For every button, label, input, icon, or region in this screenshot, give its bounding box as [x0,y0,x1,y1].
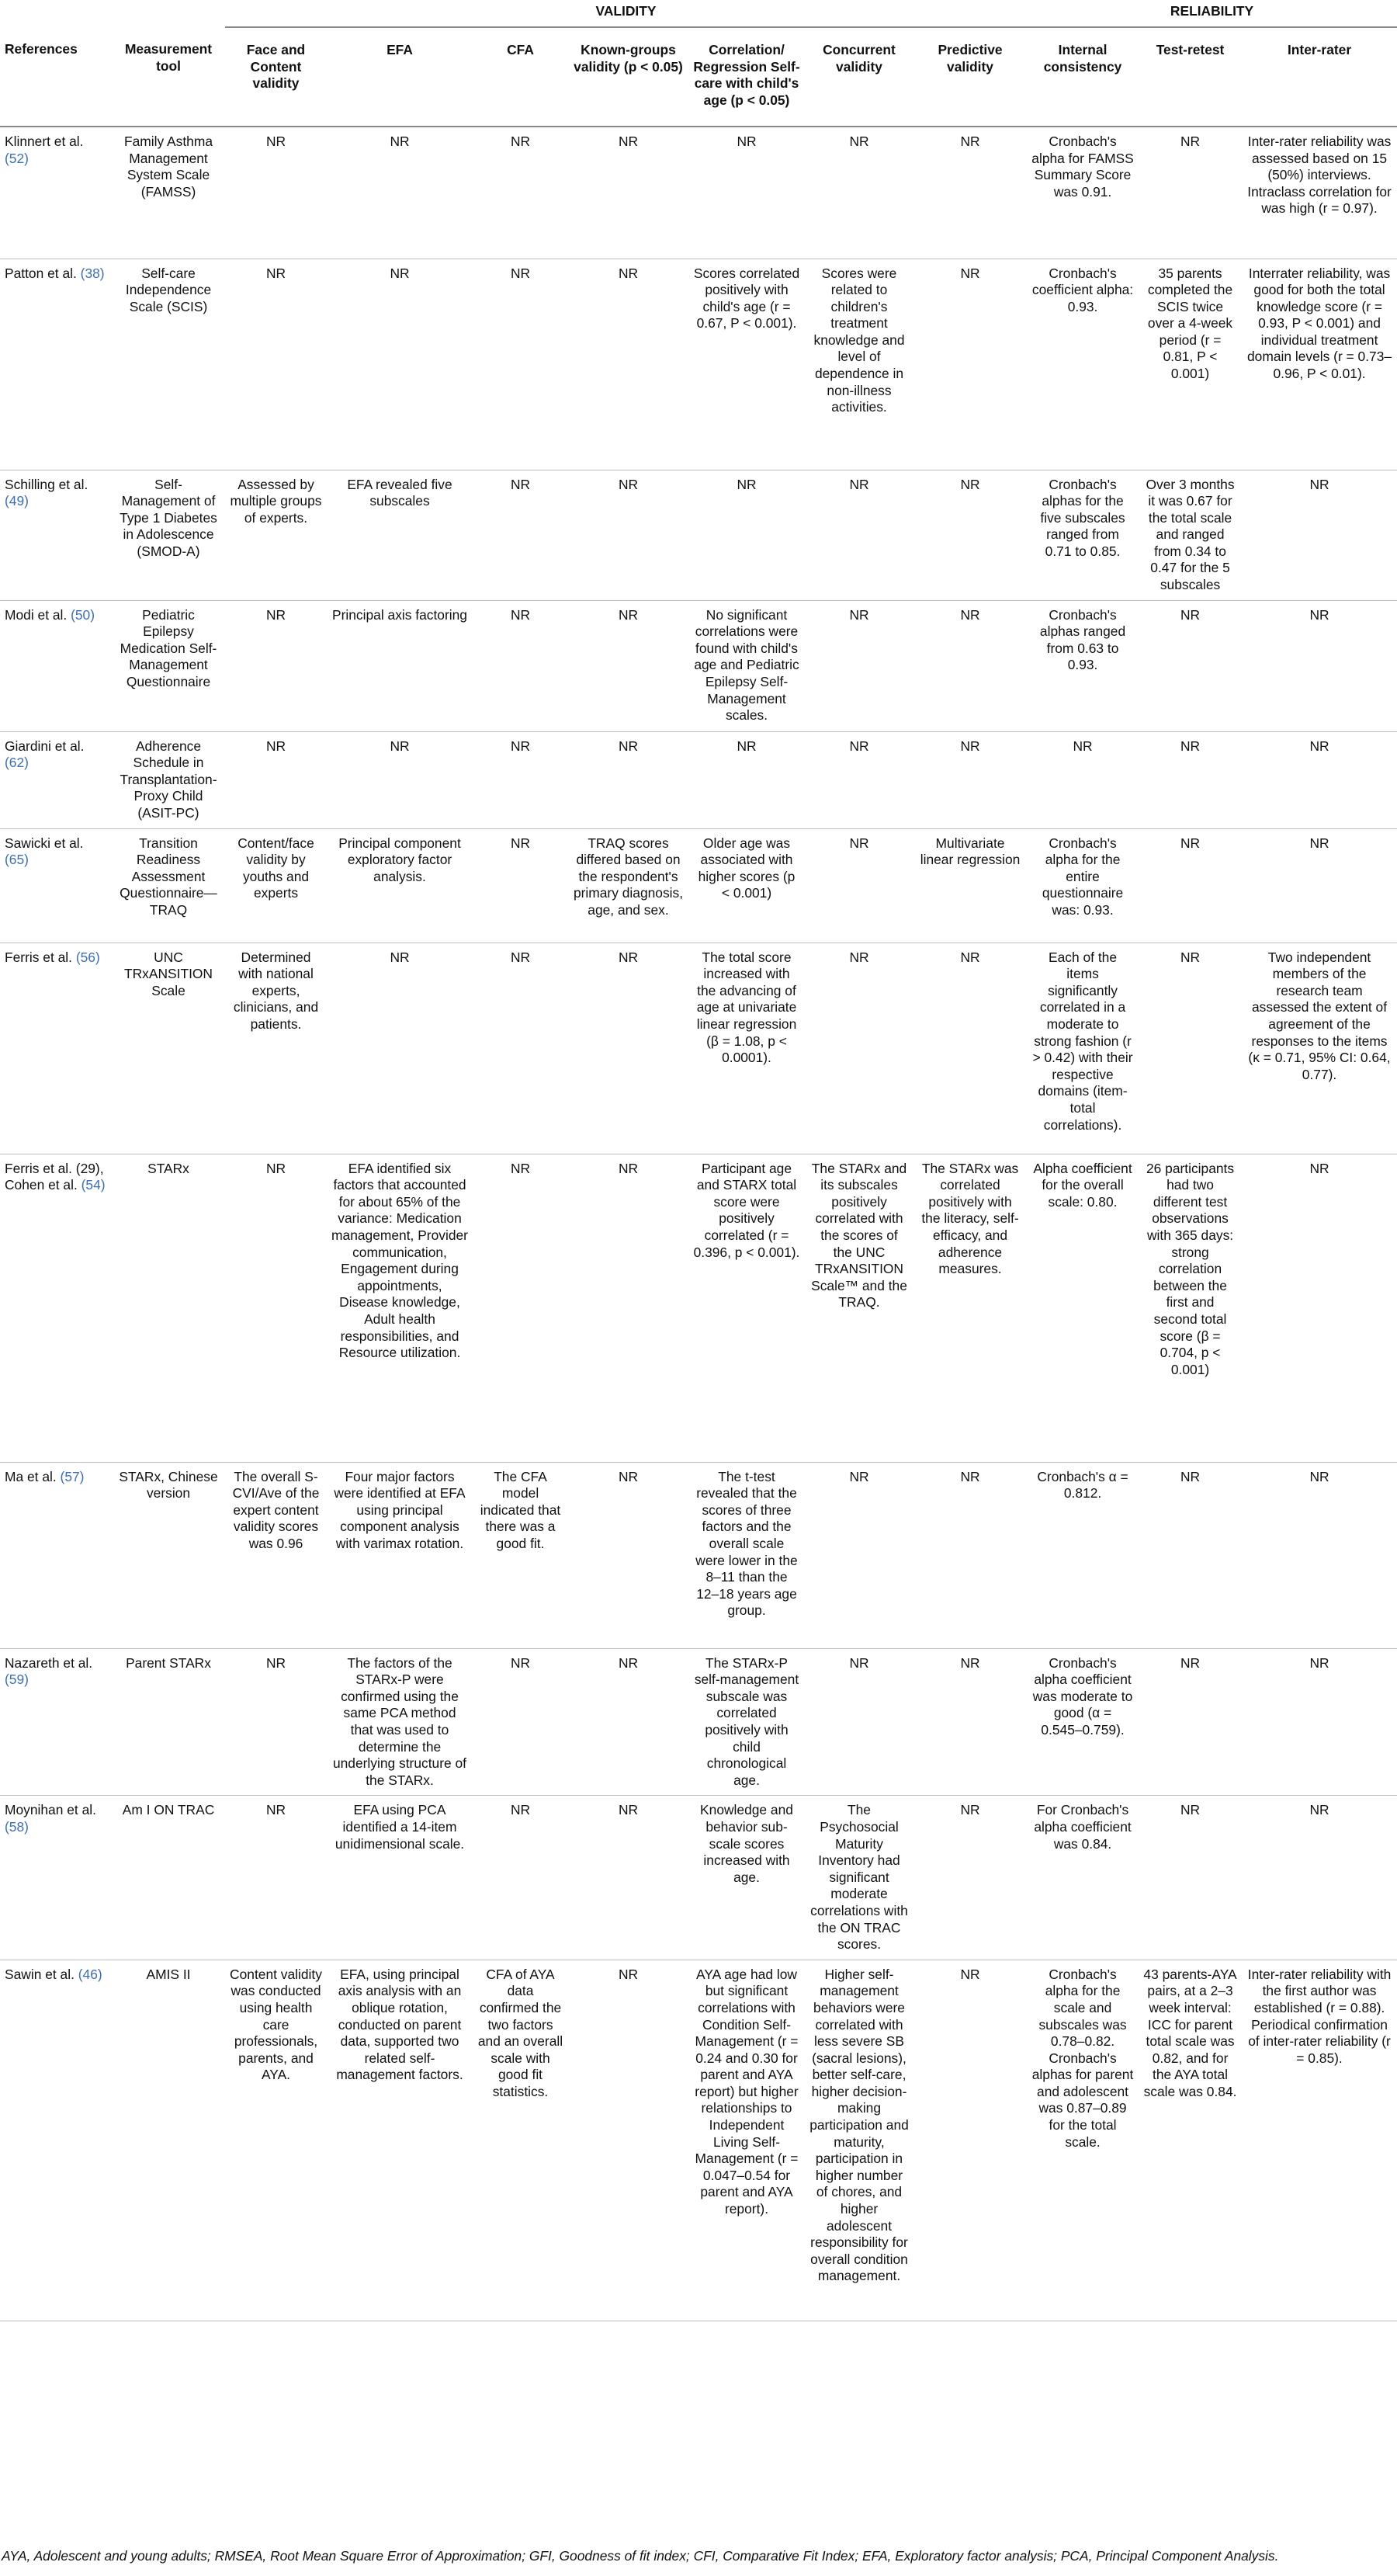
table-row [0,1960,1397,2321]
cell-test-retest: NR [1139,1462,1242,1648]
table-row [0,828,1397,943]
citation-link[interactable]: (38) [80,265,105,281]
cell-face-content-validity: Content/face validity by youths and experts [225,828,327,943]
citation-link[interactable]: (46) [78,1966,102,1982]
cell-test-retest: NR [1139,127,1242,259]
cell-reference [0,1796,112,1960]
cell-internal-consistency: For Cronbach's alpha coefficient was 0.84. [1027,1796,1139,1960]
col-header-correlation-age: Correlation/ Regression Self-care with child's age (p < 0.05) [688,27,805,127]
col-header-inter-rater: Inter-rater [1242,27,1397,127]
cell-reference [0,1154,112,1462]
cell-reference [0,600,112,731]
cell-face-content-validity: NR [225,1796,327,1960]
cell-efa: NR [327,943,473,1154]
col-header-references: References [0,27,112,127]
table-row [0,470,1397,600]
cell-reference [0,828,112,943]
cell-predictive-validity: NR [913,259,1027,470]
col-header-measurement-tool: Measurement tool [112,27,225,127]
cell-efa: Four major factors were identified at EFA using principal component analysis with varimax rotation. [327,1462,473,1648]
cell-internal-consistency: Cronbach's coefficient alpha: 0.93. [1027,259,1139,470]
cell-cfa: NR [473,600,568,731]
cell-correlation-age: Participant age and STARX total score were positively correlated (r = 0.396, p < 0.001). [688,1154,805,1462]
reference-text: Moynihan et al. [5,1802,96,1818]
col-header-cfa: CFA [473,27,568,127]
citation-link[interactable]: (50) [71,606,95,623]
cell-test-retest: NR [1139,828,1242,943]
column-header-row [0,27,1397,127]
cell-measurement-tool: Family Asthma Management System Scale (FAMSS) [112,127,225,259]
cell-correlation-age: No significant correlations were found with child's age and Pediatric Epilepsy Self-Management scales. [688,600,805,731]
cell-known-groups: NR [568,731,688,828]
citation-link[interactable]: (52) [5,150,29,166]
reference-text: Nazareth et al. [5,1654,93,1671]
cell-internal-consistency: NR [1027,731,1139,828]
reference-text: Sawin et al. [5,1966,75,1982]
col-header-predictive-validity: Predictive validity [913,27,1027,127]
cell-inter-rater: Two independent members of the research team assessed the extent of agreement of the responses to the items (κ = 0.71, 95% CI: 0.64, 0.77). [1242,943,1397,1154]
cell-internal-consistency: Each of the items significantly correlated in a moderate to strong fashion (r > 0.42) with their respective domains (item-total correlations). [1027,943,1139,1154]
cell-face-content-validity: Determined with national experts, clinicians, and patients. [225,943,327,1154]
cell-face-content-validity: The overall S-CVI/Ave of the expert content validity scores was 0.96 [225,1462,327,1648]
cell-cfa: NR [473,731,568,828]
cell-cfa: NR [473,127,568,259]
cell-reference [0,470,112,600]
cell-reference [0,259,112,470]
cell-cfa: NR [473,1648,568,1796]
cell-correlation-age: Knowledge and behavior sub-scale scores increased with age. [688,1796,805,1960]
cell-internal-consistency: Cronbach's α = 0.812. [1027,1462,1139,1648]
reference-text: Klinnert et al. [5,134,84,149]
cell-measurement-tool: Adherence Schedule in Transplantation-Proxy Child (ASIT-PC) [112,731,225,828]
table-row [0,1462,1397,1648]
cell-correlation-age: NR [688,731,805,828]
cell-known-groups: NR [568,1154,688,1462]
group-header-row [0,0,1397,27]
cell-measurement-tool: Transition Readiness Assessment Questionnaire—TRAQ [112,828,225,943]
cell-inter-rater: NR [1242,1154,1397,1462]
cell-concurrent-validity: The Psychosocial Maturity Inventory had significant moderate correlations with the ON TRAC scores. [805,1796,913,1960]
reference-text: Ma et al. [5,1468,57,1484]
cell-measurement-tool: STARx [112,1154,225,1462]
cell-efa: EFA using PCA identified a 14-item unidimensional scale. [327,1796,473,1960]
validity-group-header: VALIDITY [225,0,1027,27]
citation-link[interactable]: (56) [75,949,100,965]
cell-predictive-validity: Multivariate linear regression [913,828,1027,943]
cell-measurement-tool: Self-care Independence Scale (SCIS) [112,259,225,470]
cell-test-retest: NR [1139,1648,1242,1796]
cell-predictive-validity: NR [913,600,1027,731]
cell-face-content-validity: Assessed by multiple groups of experts. [225,470,327,600]
cell-test-retest: NR [1139,943,1242,1154]
cell-test-retest: 35 parents completed the SCIS twice over a 4-week period (r = 0.81, P < 0.001) [1139,259,1242,470]
cell-face-content-validity: Content validity was conducted using health care professionals, parents, and AYA. [225,1960,327,2321]
cell-test-retest: Over 3 months it was 0.67 for the total scale and ranged from 0.34 to 0.47 for the 5 subscales [1139,470,1242,600]
cell-face-content-validity: NR [225,259,327,470]
cell-face-content-validity: NR [225,600,327,731]
reference-text: Sawicki et al. [5,835,84,851]
table-row [0,127,1397,259]
cell-inter-rater: Inter-rater reliability was assessed based on 15 (50%) interviews. Intraclass correlation for was high (r = 0.97). [1242,127,1397,259]
citation-link[interactable]: (65) [5,852,29,868]
cell-efa: NR [327,127,473,259]
cell-inter-rater: NR [1242,1462,1397,1648]
cell-measurement-tool: AMIS II [112,1960,225,2321]
cell-predictive-validity: NR [913,1960,1027,2321]
table-body [0,127,1397,2321]
cell-cfa: NR [473,1154,568,1462]
reference-text: Ferris et al. (29), Cohen et al. [5,1160,104,1193]
cell-concurrent-validity: NR [805,943,913,1154]
table-row [0,1796,1397,1960]
cell-known-groups: NR [568,127,688,259]
cell-known-groups: NR [568,1960,688,2321]
cell-internal-consistency: Alpha coefficient for the overall scale: 0.80. [1027,1154,1139,1462]
cell-known-groups: NR [568,600,688,731]
cell-measurement-tool: Am I ON TRAC [112,1796,225,1960]
table-footnote: AYA, Adolescent and young adults; RMSEA, Root Mean Square Error of Approximation; GFI, Goodness of fit index; CFI, Comparative Fit Index; EFA, Exploratory factor analysis; PCA, Principal Component Analysis. [2,2548,1279,2564]
cell-concurrent-validity: NR [805,1462,913,1648]
reliability-group-header: RELIABILITY [1027,0,1397,27]
cell-test-retest: NR [1139,600,1242,731]
cell-inter-rater: NR [1242,1796,1397,1960]
cell-face-content-validity: NR [225,1154,327,1462]
col-header-internal-consistency: Internal consistency [1027,27,1139,127]
cell-measurement-tool: Pediatric Epilepsy Medication Self-Management Questionnaire [112,600,225,731]
citation-link[interactable]: (57) [60,1468,85,1484]
cell-concurrent-validity: NR [805,1648,913,1796]
cell-internal-consistency: Cronbach's alphas for the five subscales ranged from 0.71 to 0.85. [1027,470,1139,600]
cell-concurrent-validity: NR [805,731,913,828]
reference-text: Patton et al. [5,265,77,281]
table-row [0,1154,1397,1462]
citation-link[interactable]: (49) [5,493,29,509]
cell-efa: NR [327,731,473,828]
cell-efa: Principal axis factoring [327,600,473,731]
cell-known-groups: TRAQ scores differed based on the respondent's primary diagnosis, age, and sex. [568,828,688,943]
cell-predictive-validity: NR [913,1462,1027,1648]
cell-test-retest: 43 parents-AYA pairs, at a 2–3 week interval: ICC for parent total scale was 0.82, and for the AYA total scale was 0.84. [1139,1960,1242,2321]
table-row [0,600,1397,731]
cell-internal-consistency: Cronbach's alpha for the scale and subscales was 0.78–0.82. Cronbach's alphas for parent and adolescent was 0.87–0.89 for the total scale. [1027,1960,1139,2321]
col-header-face-content-validity: Face and Content validity [225,27,327,127]
table-row [0,943,1397,1154]
cell-predictive-validity: NR [913,731,1027,828]
cell-correlation-age: NR [688,127,805,259]
cell-predictive-validity: NR [913,470,1027,600]
cell-efa: NR [327,259,473,470]
cell-concurrent-validity: NR [805,127,913,259]
reference-text: Giardini et al. [5,738,85,754]
cell-internal-consistency: Cronbach's alphas ranged from 0.63 to 0.93. [1027,600,1139,731]
cell-efa: Principal component exploratory factor analysis. [327,828,473,943]
cell-inter-rater: NR [1242,731,1397,828]
cell-efa: EFA, using principal axis analysis with an oblique rotation, conducted on parent data, supported two related self-management factors. [327,1960,473,2321]
col-header-test-retest: Test-retest [1139,27,1242,127]
cell-correlation-age: The t-test revealed that the scores of three factors and the overall scale were lower in the 8–11 than the 12–18 years age group. [688,1462,805,1648]
cell-efa: EFA revealed five subscales [327,470,473,600]
cell-known-groups: NR [568,1462,688,1648]
cell-internal-consistency: Cronbach's alpha for FAMSS Summary Score was 0.91. [1027,127,1139,259]
cell-correlation-age: AYA age had low but significant correlations with Condition Self-Management (r = 0.24 and 0.30 for parent and AYA report) but higher relationships to Independent Living Self-Management (r = 0.047–0.54 for parent and AYA report). [688,1960,805,2321]
reference-text: Modi et al. [5,606,68,623]
col-header-efa: EFA [327,27,473,127]
cell-measurement-tool: STARx, Chinese version [112,1462,225,1648]
cell-cfa: NR [473,943,568,1154]
cell-correlation-age: The STARx-P self-management subscale was correlated positively with child chronological age. [688,1648,805,1796]
cell-correlation-age: The total score increased with the advancing of age at univariate linear regression (β = 1.08, p < 0.0001). [688,943,805,1154]
table-row [0,1648,1397,1796]
cell-face-content-validity: NR [225,1648,327,1796]
cell-reference [0,127,112,259]
cell-predictive-validity: NR [913,1648,1027,1796]
cell-known-groups: NR [568,943,688,1154]
cell-face-content-validity: NR [225,127,327,259]
citation-link[interactable]: (58) [5,1818,29,1835]
cell-inter-rater: NR [1242,828,1397,943]
cell-cfa: NR [473,259,568,470]
cell-face-content-validity: NR [225,731,327,828]
cell-test-retest: NR [1139,731,1242,828]
table-row [0,259,1397,470]
cell-test-retest: NR [1139,1796,1242,1960]
cell-predictive-validity: The STARx was correlated positively with the literacy, self-efficacy, and adherence measures. [913,1154,1027,1462]
col-header-concurrent-validity: Concurrent validity [805,27,913,127]
cell-internal-consistency: Cronbach's alpha coefficient was moderate to good (α = 0.545–0.759). [1027,1648,1139,1796]
cell-predictive-validity: NR [913,943,1027,1154]
cell-measurement-tool: Parent STARx [112,1648,225,1796]
reference-text: Ferris et al. [5,949,72,965]
cell-reference [0,1960,112,2321]
cell-correlation-age: Older age was associated with higher scores (p < 0.001) [688,828,805,943]
cell-reference [0,1648,112,1796]
cell-inter-rater: NR [1242,470,1397,600]
cell-concurrent-validity: NR [805,828,913,943]
cell-concurrent-validity: Higher self-management behaviors were correlated with less severe SB (sacral lesions), better self-care, higher decision-making participation and maturity, participation in higher number of chores, and higher adolescent responsibility for overall condition management. [805,1960,913,2321]
cell-inter-rater: Inter-rater reliability with the first author was established (r = 0.88). Periodical confirmation of inter-rater reliability (r = 0.85). [1242,1960,1397,2321]
cell-internal-consistency: Cronbach's alpha for the entire questionnaire was: 0.93. [1027,828,1139,943]
reference-text: Schilling et al. [5,476,88,492]
cell-reference [0,731,112,828]
cell-correlation-age: NR [688,470,805,600]
cell-concurrent-validity: NR [805,470,913,600]
cell-cfa: NR [473,828,568,943]
cell-measurement-tool: Self-Management of Type 1 Diabetes in Adolescence (SMOD-A) [112,470,225,600]
cell-efa: The factors of the STARx-P were confirmed using the same PCA method that was used to determine the underlying structure of the STARx. [327,1648,473,1796]
cell-reference [0,1462,112,1648]
cell-concurrent-validity: The STARx and its subscales positively correlated with the scores of the UNC TRxANSITION Scale™ and the TRAQ. [805,1154,913,1462]
cell-test-retest: 26 participants had two different test observations with 365 days: strong correlation between the first and second total score (β = 0.704, p < 0.001) [1139,1154,1242,1462]
cell-inter-rater: Interrater reliability, was good for both the total knowledge score (r = 0.93, P < 0.001) and individual treatment domain levels (r = 0.73–0.96, P < 0.01). [1242,259,1397,470]
cell-inter-rater: NR [1242,600,1397,731]
cell-efa: EFA identified six factors that accounted for about 65% of the variance: Medication management, Provider communication, Engagement during appointments, Disease knowledge, Adult health responsibilities, and Resource utilization. [327,1154,473,1462]
cell-concurrent-validity: Scores were related to children's treatment knowledge and level of dependence in non-illness activities. [805,259,913,470]
cell-correlation-age: Scores correlated positively with child's age (r = 0.67, P < 0.001). [688,259,805,470]
cell-predictive-validity: NR [913,127,1027,259]
citation-link[interactable]: (59) [5,1672,29,1688]
cell-cfa: The CFA model indicated that there was a good fit. [473,1462,568,1648]
citation-link[interactable]: (62) [5,755,29,771]
cell-known-groups: NR [568,470,688,600]
cell-cfa: NR [473,1796,568,1960]
cell-measurement-tool: UNC TRxANSITION Scale [112,943,225,1154]
cell-inter-rater: NR [1242,1648,1397,1796]
cell-known-groups: NR [568,1648,688,1796]
cell-predictive-validity: NR [913,1796,1027,1960]
cell-cfa: NR [473,470,568,600]
cell-known-groups: NR [568,1796,688,1960]
cell-known-groups: NR [568,259,688,470]
cell-reference [0,943,112,1154]
col-header-known-groups: Known-groups validity (p < 0.05) [568,27,688,127]
cell-cfa: CFA of AYA data confirmed the two factors and an overall scale with good fit statistics. [473,1960,568,2321]
cell-concurrent-validity: NR [805,600,913,731]
citation-link[interactable]: (54) [81,1177,106,1193]
table-row [0,731,1397,828]
